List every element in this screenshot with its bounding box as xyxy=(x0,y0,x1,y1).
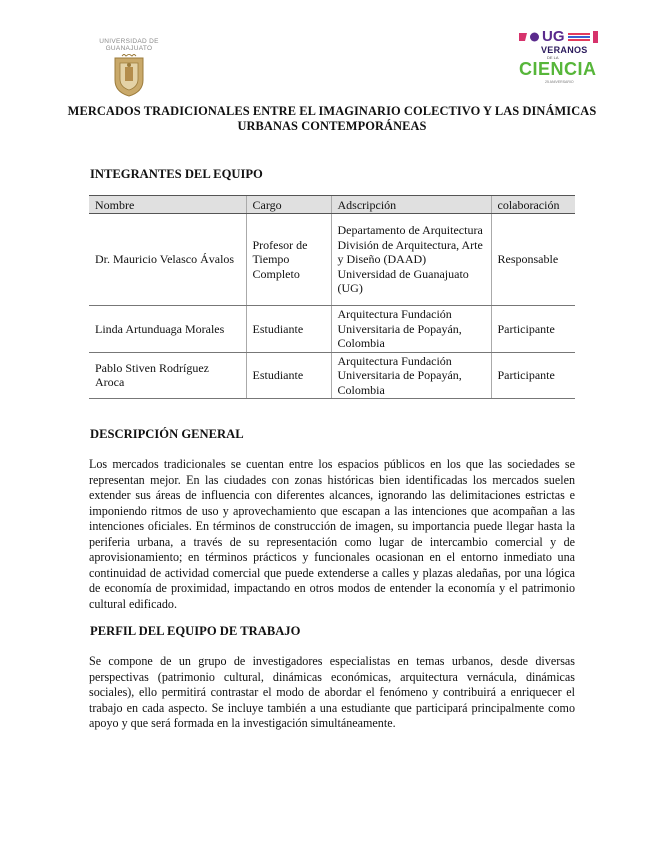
anniversary-text: 25 ANIVERSARIO xyxy=(545,80,574,84)
header-adscripcion: Adscripción xyxy=(331,196,491,214)
cell-nombre: Linda Artunduaga Morales xyxy=(89,306,246,353)
pink-shape-icon xyxy=(519,32,527,42)
header-colaboracion: colaboración xyxy=(491,196,575,214)
description-heading: DESCRIPCIÓN GENERAL xyxy=(90,427,244,441)
cell-nombre: Dr. Mauricio Velasco Ávalos xyxy=(89,214,246,306)
table-header-row xyxy=(89,196,575,214)
veranos-ciencia-logo xyxy=(519,28,619,98)
purple-shape-icon xyxy=(530,32,539,42)
document-title: MERCADOS TRADICIONALES ENTRE EL IMAGINARIO COLECTIVO Y LAS DINÁMICAS URBANAS CONTEMPORÁNEAS xyxy=(67,104,597,133)
table-row xyxy=(89,352,575,399)
cell-cargo: Estudiante xyxy=(246,306,331,353)
university-name-line-2: GUANAJUATO xyxy=(105,45,153,52)
cell-adscripcion: Departamento de Arquitectura División de Arquitectura, Arte y Diseño (DAAD) Universidad de Guanajuato (UG) xyxy=(331,214,491,306)
cell-colaboracion: Responsable xyxy=(491,214,575,306)
university-name-line-1: UNIVERSIDAD DE xyxy=(99,38,159,45)
cell-colaboracion: Participante xyxy=(491,306,575,353)
ciencia-text: CIENCIA xyxy=(519,59,597,79)
profile-heading: PERFIL DEL EQUIPO DE TRABAJO xyxy=(90,624,301,638)
team-table xyxy=(89,195,575,399)
cell-adscripcion: Arquitectura Fundación Universitaria de Popayán, Colombia xyxy=(331,306,491,353)
header-nombre: Nombre xyxy=(89,196,246,214)
veranos-text: VERANOS xyxy=(541,45,588,55)
team-heading: INTEGRANTES DEL EQUIPO xyxy=(90,167,263,181)
university-logo xyxy=(88,38,170,104)
table-row xyxy=(89,306,575,353)
stripes-icon xyxy=(568,33,590,41)
description-paragraph: Los mercados tradicionales se cuentan entre los espacios públicos en los que las sociedades se representan mejor. En las ciudades con zonas históricas bien identificadas los mercados suelen extender sus áreas de influencia con diferentes alcances, ignorando las delimitaciones estrictas e imponiendo ritmos de uso y aprovechamiento que escapan a las intenciones que acompañan a las intenciones oficiales. En términos de construcción de imagen, su importancia puede llegar hasta la periferia urbana, a través de su representación como lugar de intercambio comercial y de aprovisionamiento; en términos prácticos y funcionales ocasionan en el entorno inmediato una continuidad de actividad comercial que puede extenderse a calles y plazas aledañas, por una lógica de economía de proximidad, impactando en otros modos de entender la economía y el patrimonio cultural edificado. xyxy=(89,457,575,611)
profile-paragraph: Se compone de un grupo de investigadores especialistas en temas urbanos, desde diversas perspectivas (patrimonio cultural, dinámicas económicas, arquitectura vernácula, dinámicas sociales), ello permitirá contrastar el modo de abordar el fenómeno y contribuirá a enriquecer el trabajo en cada aspecto. Se incluye también a una estudiante que participará principalmente como apoyo y que será formada en la investigación simultáneamente. xyxy=(89,654,575,730)
de-la-text: DE LA xyxy=(547,55,559,60)
table-row xyxy=(89,214,575,306)
cell-cargo: Profesor de Tiempo Completo xyxy=(246,214,331,306)
cell-cargo: Estudiante xyxy=(246,352,331,399)
cell-adscripcion: Arquitectura Fundación Universitaria de Popayán, Colombia xyxy=(331,352,491,399)
university-crest-icon xyxy=(112,54,146,98)
ug-logo-text: UG xyxy=(542,28,565,45)
pink-bar-icon xyxy=(593,31,599,43)
cell-colaboracion: Participante xyxy=(491,352,575,399)
header-cargo: Cargo xyxy=(246,196,331,214)
cell-nombre: Pablo Stiven Rodríguez Aroca xyxy=(89,352,246,399)
